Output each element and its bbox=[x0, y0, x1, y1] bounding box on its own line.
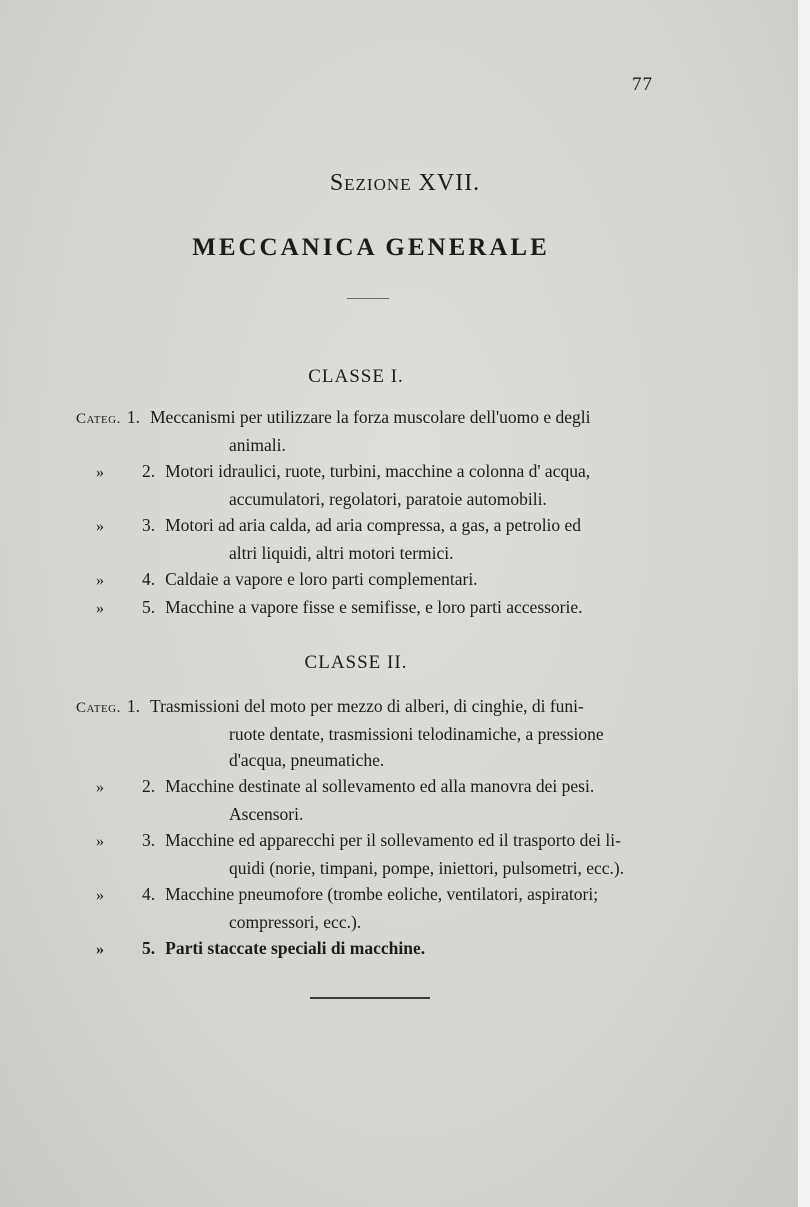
end-rule bbox=[310, 997, 430, 999]
class-title: CLASSE II. bbox=[304, 652, 408, 673]
entry-text-continued: ruote dentate, trasmissioni telodinamiche, a pressione bbox=[229, 724, 604, 744]
ditto-mark: » bbox=[96, 887, 104, 904]
main-title: MECCANICA GENERALE bbox=[192, 234, 550, 261]
class-title: CLASSE I. bbox=[308, 366, 404, 387]
entry-number: 2. bbox=[142, 461, 156, 481]
entry-number: 3. bbox=[142, 830, 156, 850]
entry-text: Macchine a vapore fisse e semifisse, e loro parti accessorie. bbox=[165, 597, 583, 617]
entry-text-continued: d'acqua, pneumatiche. bbox=[229, 750, 385, 770]
entry-number: 3. bbox=[142, 515, 156, 535]
list-item bbox=[76, 827, 696, 881]
ditto-mark: » bbox=[96, 600, 104, 617]
title-divider bbox=[347, 298, 389, 299]
entry-number: 2. bbox=[142, 776, 156, 796]
entry-text: Motori ad aria calda, ad aria compressa, a gas, a petrolio ed bbox=[165, 515, 582, 535]
entry-number: 5. bbox=[142, 938, 156, 958]
ditto-mark: » bbox=[96, 464, 104, 481]
entry-number: 5. bbox=[142, 597, 156, 617]
categ-label: Categ. bbox=[76, 700, 121, 716]
entry-text-continued: accumulatori, regolatori, paratoie automobili. bbox=[229, 489, 547, 509]
entry-text-continued: Ascensori. bbox=[229, 804, 304, 824]
categ-label: Categ. bbox=[76, 411, 121, 427]
ditto-mark: » bbox=[96, 779, 104, 796]
entry-text: Motori idraulici, ruote, turbini, macchine a colonna d' acqua, bbox=[165, 461, 591, 481]
class-2-entries bbox=[76, 693, 696, 963]
entry-text: Parti staccate speciali di macchine. bbox=[165, 938, 426, 958]
list-item bbox=[76, 404, 696, 458]
entry-text: Macchine destinate al sollevamento ed alla manovra dei pesi. bbox=[165, 776, 595, 796]
list-item bbox=[76, 773, 696, 827]
entry-number: 1. bbox=[126, 696, 140, 716]
entry-text: Trasmissioni del moto per mezzo di alberi, di cinghie, di funi- bbox=[150, 696, 584, 716]
ditto-mark: » bbox=[96, 572, 104, 589]
entry-text-continued: quidi (norie, timpani, pompe, iniettori, pulsometri, ecc.). bbox=[229, 858, 625, 878]
list-item bbox=[76, 458, 696, 512]
list-item bbox=[76, 594, 696, 622]
page-number: 77 bbox=[632, 74, 653, 95]
ditto-mark: » bbox=[96, 833, 104, 850]
entry-number: 1. bbox=[126, 407, 140, 427]
list-item bbox=[76, 512, 696, 566]
list-item bbox=[76, 566, 696, 594]
section-heading bbox=[0, 170, 810, 197]
list-item bbox=[76, 693, 696, 773]
entry-text: Macchine pneumofore (trombe eoliche, ventilatori, aspiratori; bbox=[165, 884, 599, 904]
ditto-mark: » bbox=[96, 518, 104, 535]
section-numeral: XVII. bbox=[418, 170, 481, 196]
entry-text: Macchine ed apparecchi per il sollevamento ed il trasporto dei li- bbox=[165, 830, 621, 850]
entry-number: 4. bbox=[142, 884, 156, 904]
entry-text: Caldaie a vapore e loro parti complementari. bbox=[165, 569, 478, 589]
entry-text-continued: animali. bbox=[229, 435, 286, 455]
list-item bbox=[76, 935, 696, 963]
section-prefix: Sezione bbox=[329, 170, 412, 196]
ditto-mark: » bbox=[96, 941, 104, 958]
entry-text: Meccanismi per utilizzare la forza muscolare dell'uomo e degli bbox=[150, 407, 591, 427]
class-1-entries bbox=[76, 404, 696, 622]
entry-text-continued: altri liquidi, altri motori termici. bbox=[229, 543, 454, 563]
list-item bbox=[76, 881, 696, 935]
entry-number: 4. bbox=[142, 569, 156, 589]
entry-text-continued: compressori, ecc.). bbox=[229, 912, 362, 932]
